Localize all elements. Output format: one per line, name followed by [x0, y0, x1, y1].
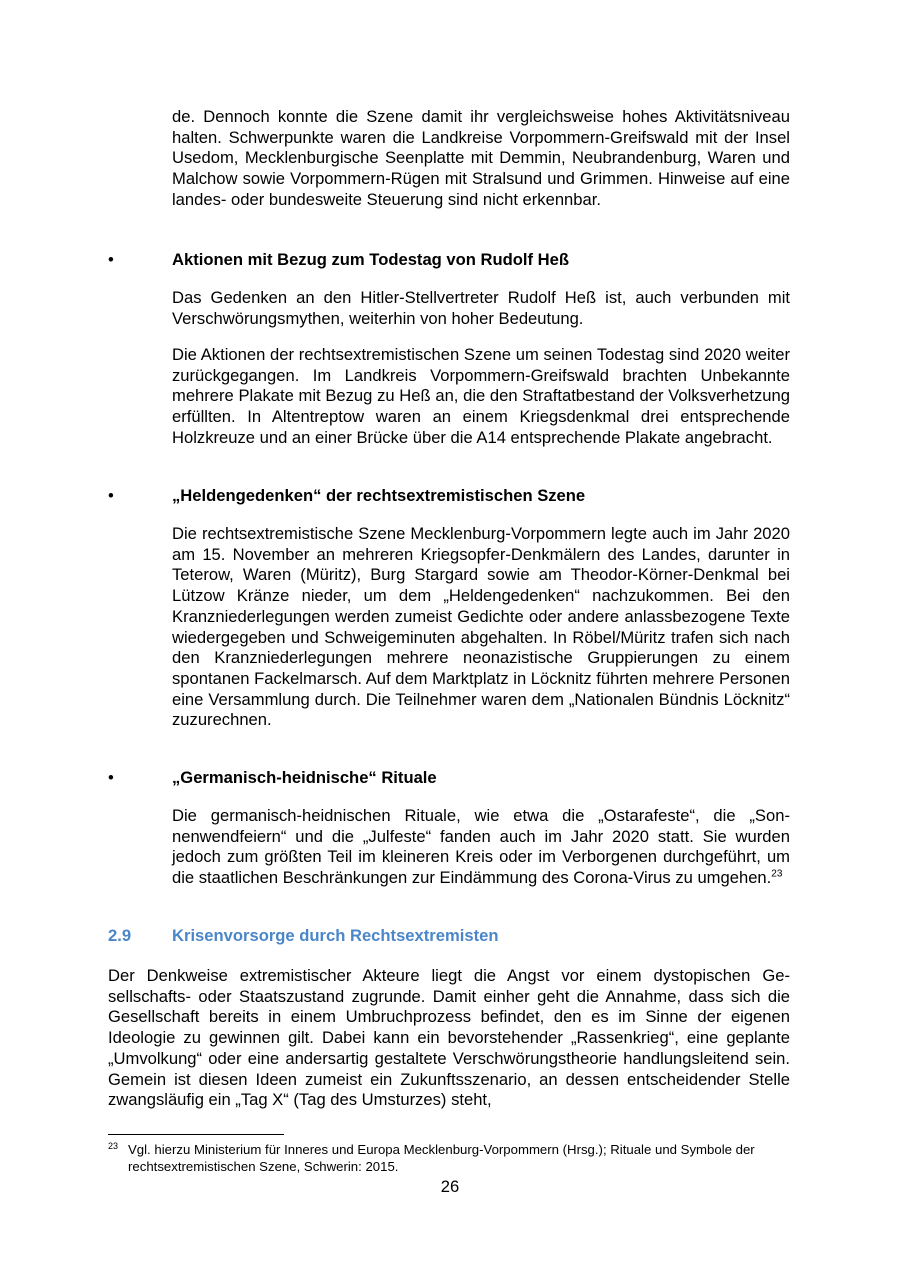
- bullet-title: „Germanisch-heidnische“ Rituale: [172, 768, 437, 787]
- intro-paragraph: de. Dennoch konnte die Szene damit ihr vergleichsweise hohes Aktivitätsniveau halten. Schwerpunkte waren die Landkreise Vorpommern-Greifswald mit der Insel Usedom, Mecklenburgische Seenplatte mit Demmin, Neubrandenburg, Waren und Malchow sowie Vorpommern-Rügen mit Stralsund und Grimmen. Hinweise auf eine landes- oder bundesweite Steuerung sind nicht erkennbar.: [172, 107, 790, 209]
- bullet-heading-rituale: [108, 768, 790, 790]
- bullet-icon: •: [108, 250, 114, 269]
- hess-paragraph-1: Das Gedenken an den Hitler-Stellvertreter Rudolf Heß ist, auch verbunden mit Verschwörungsmythen, weiterhin von hoher Bedeutung.: [172, 288, 790, 328]
- bullet-title: Aktionen mit Bezug zum Todestag von Rudolf Heß: [172, 250, 570, 269]
- main-paragraph: Der Denkweise extremistischer Akteure liegt die Angst vor einem dystopischen Gesellschafts- oder Staatszustand zugrunde. Damit einher geht die Annahme, dass sich die Gesellschaft bereits in einem Umbruchprozess befindet, den es im Sinne der eigenen Ideologie zu gewinnen gilt. Dabei kann ein bevorstehender „Rassenkrieg“, eine geplante „Umvolkung“ oder eine andersartig gestaltete Verschwörungstheorie handlungsleitend sein. Gemein ist diesen Ideen zumeist ein Zukunftsszenario, an dessen entscheidender Stelle zwangsläufig ein „Tag X“ (Tag des Umsturzes) steht,: [108, 966, 790, 1110]
- rituale-text: Die germanisch-heidnischen Rituale, wie etwa die „Ostarafeste“, die „Sonnenwendfeiern“ und die „Julfeste“ fanden auch im Jahr 2020 statt. Sie wurden jedoch zum größten Teil im kleineren Kreis oder im Verborgenen durchgeführt, um die staatlichen Beschränkungen zur Eindämmung des Corona-Virus zu umgehen.: [172, 806, 790, 888]
- bullet-title: „Heldengedenken“ der rechtsextremistischen Szene: [172, 486, 586, 505]
- heldengedenken-paragraph: Die rechtsextremistische Szene Mecklenburg-Vorpommern legte auch im Jahr 2020 am 15. November an mehreren Kriegsopfer-Denkmälern des Landes, darunter in Teterow, Waren (Müritz), Burg Stargard sowie am Theodor-Körner-Denkmal bei Lützow Kränze nieder, um dem „Heldengedenken“ nachzukommen. Bei den Kranzniederlegungen werden zumeist Gedichte oder andere anlassbezogene Texte wiedergegeben und Schweigeminuten abgehalten. In Röbel/Müritz trafen sich nach den Kranzniederlegungen mehrere neonazistische Gruppierungen zu einem spontanen Fackelmarsch. Auf dem Marktplatz in Löcknitz führten mehrere Personen eine Versammlung durch. Die Teilnehmer waren dem „Nationalen Bündnis Löcknitz“ zuzurechnen.: [172, 524, 790, 730]
- bullet-heading-hess: [108, 250, 790, 272]
- footnote-reference: 23: [771, 868, 783, 880]
- bullet-icon: •: [108, 768, 114, 787]
- section-number: 2.9: [108, 926, 132, 945]
- section-title: Krisenvorsorge durch Rechtsextremisten: [172, 926, 499, 945]
- bullet-icon: •: [108, 486, 114, 505]
- bullet-heading-heldengedenken: [108, 486, 790, 508]
- rituale-paragraph: [172, 806, 790, 889]
- hess-paragraph-2: Die Aktionen der rechtsextremistischen Szene um seinen Todestag sind 2020 weiter zurückgegangen. Im Landkreis Vorpommern-Greifswald brachten Unbekannte mehrere Plakate mit Bezug zu Heß an, die den Straftatbestand der Volksverhetzung erfüllten. In Altentreptow waren an einem Kriegsdenkmal drei entsprechende Holzkreuze und an einer Brücke über die A14 entsprechende Plakate angebracht.: [172, 345, 790, 447]
- footnote-number: 23: [108, 1141, 119, 1151]
- footnote-text: Vgl. hierzu Ministerium für Inneres und Europa Mecklenburg-Vorpommern (Hrsg.); Rituale und Symbole der rechtsextremistischen Szene, Schwerin: 2015.: [128, 1142, 755, 1174]
- page-number: 26: [440, 1177, 460, 1196]
- footnote-separator: [108, 1134, 284, 1135]
